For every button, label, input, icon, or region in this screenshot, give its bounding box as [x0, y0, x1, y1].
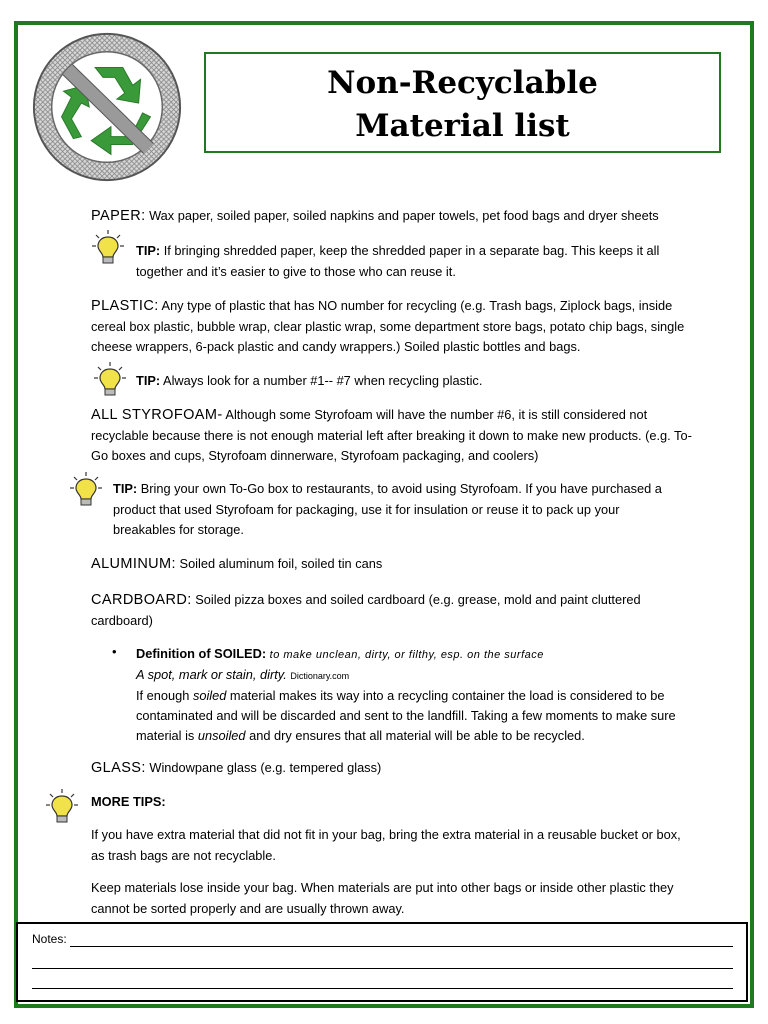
paper-tip	[136, 241, 696, 282]
bullet-point: •	[112, 644, 117, 659]
paper-section	[91, 206, 711, 227]
aluminum-category: ALUMINUM:	[91, 556, 176, 572]
cardboard-text: Soiled pizza boxes and soiled cardboard (e.g. grease, mold and paint cluttered cardboard)	[91, 592, 641, 628]
notes-line[interactable]	[70, 946, 733, 947]
definition-label: Definition of SOILED:	[136, 646, 267, 661]
styrofoam-section	[91, 405, 696, 467]
plastic-tip	[136, 371, 696, 392]
no-recycling-icon	[28, 27, 186, 187]
styrofoam-tip	[113, 479, 673, 541]
cardboard-category: CARDBOARD:	[91, 592, 192, 608]
cardboard-section	[91, 590, 651, 631]
more-tip-1: If you have extra material that did not fit in your bag, bring the extra material in a reusable bucket or box, as trash bags are not recyclable.	[91, 827, 681, 863]
title-line-1: Non-Recyclable	[327, 65, 598, 101]
lightbulb-icon	[90, 360, 130, 400]
styrofoam-category: ALL STYROFOAM-	[91, 407, 223, 423]
styrofoam-text: Although some Styrofoam will have the number #6, it is still considered not recyclable because there is not enough material left after breaking it down to make new products. (e.g. To-Go boxes and cups, Styrofoam dinnerware, Styrofoam packaging, and coolers)	[91, 407, 692, 463]
definition-source: Dictionary.com	[290, 671, 350, 681]
title-line-2: Material list	[355, 108, 570, 144]
notes-label: Notes:	[32, 932, 67, 946]
lightbulb-icon	[42, 784, 82, 830]
soiled-definition	[136, 644, 696, 746]
definition-text-b: material makes its way into a recycling container the load is considered to be contaminated and will be discarded and sent to the landfill. Taking a few moments to make sure material is	[136, 688, 676, 743]
notes-line[interactable]	[32, 968, 733, 969]
page-title	[204, 52, 721, 153]
more-tip-2: Keep materials lose inside your bag. When materials are put into other bags or inside other plastic they cannot be sorted properly and are usually thrown away.	[91, 880, 674, 916]
glass-section	[91, 758, 696, 779]
definition-text-c: and dry ensures that all material will be able to be recycled.	[245, 728, 585, 743]
more-tips-label: MORE TIPS:	[91, 794, 166, 809]
definition-text-a: If enough	[136, 688, 193, 703]
glass-category: GLASS:	[91, 760, 146, 776]
plastic-category: PLASTIC:	[91, 298, 159, 314]
paper-tip-label: TIP:	[136, 243, 161, 258]
aluminum-section	[91, 554, 696, 575]
paper-category: PAPER:	[91, 208, 146, 224]
lightbulb-icon	[88, 228, 128, 268]
styrofoam-tip-text: Bring your own To-Go box to restaurants, to avoid using Styrofoam. If you have purchased a product that used Styrofoam for packaging, use it for insulation or reuse it to pack up your breakables for storage.	[113, 481, 662, 537]
paper-text: Wax paper, soiled paper, soiled napkins and paper towels, pet food bags and dryer sheets	[149, 208, 659, 223]
styrofoam-tip-label: TIP:	[113, 481, 138, 496]
lightbulb-icon	[66, 470, 106, 510]
definition-line2: A spot, mark or stain, dirty.	[136, 667, 287, 682]
plastic-tip-text: Always look for a number #1-- #7 when recycling plastic.	[163, 373, 483, 388]
notes-box	[16, 922, 748, 1002]
definition-meaning: to make unclean, dirty, or filthy, esp. on the surface	[269, 649, 544, 661]
plastic-tip-label: TIP:	[136, 373, 161, 388]
plastic-section	[91, 296, 696, 358]
paper-tip-text: If bringing shredded paper, keep the shredded paper in a separate bag. This keeps it all together and it’s easier to give to those who can reuse it.	[136, 243, 660, 279]
notes-line[interactable]	[32, 988, 733, 989]
aluminum-text: Soiled aluminum foil, soiled tin cans	[179, 556, 383, 571]
definition-soiled-word: soiled	[192, 688, 227, 703]
plastic-text: Any type of plastic that has NO number for recycling (e.g. Trash bags, Ziplock bags, inside cereal box plastic, bubble wrap, clear plastic wrap, some department store bags, potato chip bags, single cheese wrappers, 6-pack plastic and candy wrappers.) Soiled plastic bottles and bags.	[91, 298, 685, 354]
glass-text: Windowpane glass (e.g. tempered glass)	[149, 760, 382, 775]
definition-paragraph	[136, 686, 696, 746]
definition-unsoiled-word: unsoiled	[197, 728, 246, 743]
